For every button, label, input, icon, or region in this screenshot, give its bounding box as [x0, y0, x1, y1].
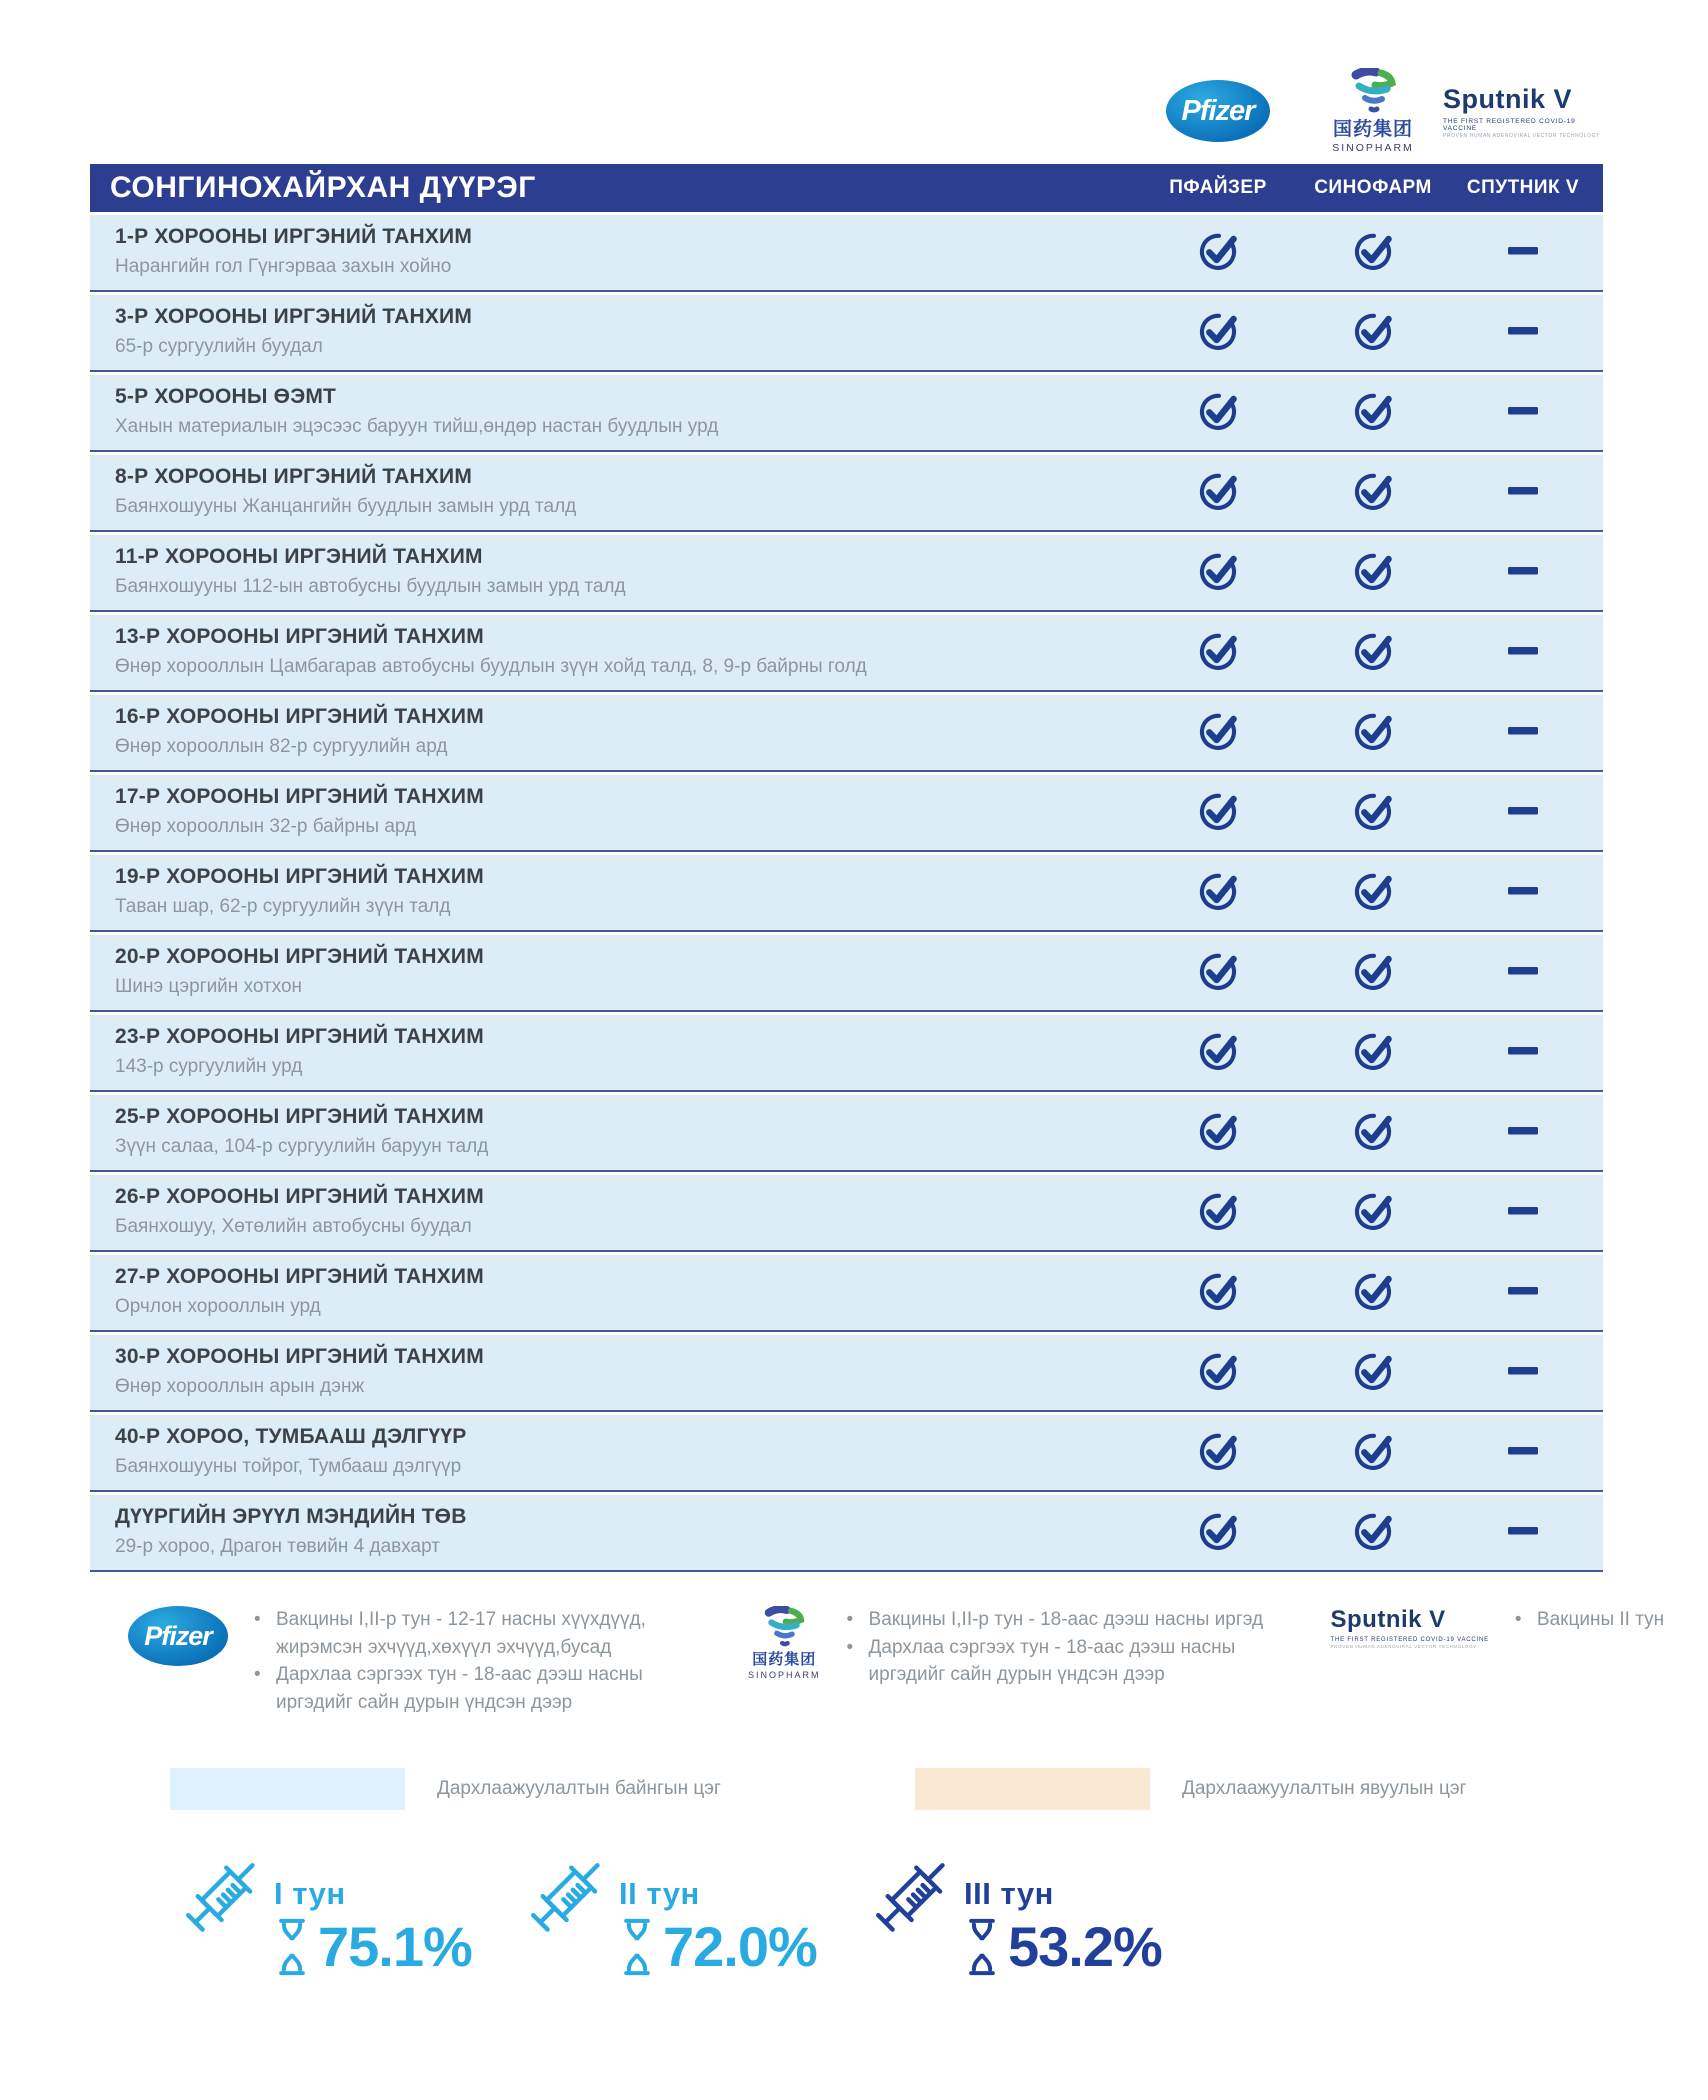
dose-stat-label: I тун [274, 1876, 346, 1912]
dash-icon [1506, 468, 1540, 517]
sputnik-tagline2: PROVEN HUMAN ADENOVIRAL VECTOR TECHNOLOGY [1443, 132, 1601, 139]
cell-pfizer [1133, 1015, 1303, 1090]
check-circle-icon [1196, 388, 1240, 437]
check-circle-icon [1351, 868, 1395, 917]
vaccine-legend-row [128, 1606, 1708, 1716]
row-marks [1133, 615, 1603, 690]
cell-sinopharm [1303, 1335, 1443, 1410]
table-row [90, 535, 1603, 612]
row-subtitle: Өнөр хорооллын арын дэнж [115, 1376, 365, 1397]
table-row [90, 1015, 1603, 1092]
column-header-sinopharm: СИНОФАРМ [1314, 177, 1432, 198]
cell-sinopharm [1303, 295, 1443, 370]
dose-stat-label: III тун [964, 1876, 1054, 1912]
check-circle-icon [1196, 1108, 1240, 1157]
row-marks [1133, 1495, 1603, 1570]
row-title: 5-Р ХОРООНЫ ӨЭМТ [115, 385, 337, 408]
cell-sinopharm [1303, 1255, 1443, 1330]
row-marks [1133, 535, 1603, 610]
sputnik-logo [1443, 84, 1603, 139]
row-title: 11-Р ХОРООНЫ ИРГЭНИЙ ТАНХИМ [115, 545, 483, 568]
check-circle-icon [1351, 1428, 1395, 1477]
row-subtitle: Таван шар, 62-р сургуулийн зүүн талд [115, 896, 451, 917]
row-text [90, 615, 1133, 690]
check-circle-icon [1351, 1108, 1395, 1157]
check-circle-icon [1351, 1508, 1395, 1557]
dash-icon [1506, 1348, 1540, 1397]
row-title: 3-Р ХОРООНЫ ИРГЭНИЙ ТАНХИМ [115, 305, 473, 328]
row-text [90, 455, 1133, 530]
cell-sinopharm [1303, 215, 1443, 290]
table-row [90, 295, 1603, 372]
cell-sinopharm [1303, 375, 1443, 450]
row-marks [1133, 295, 1603, 370]
dose-stat-value-row [964, 1914, 1162, 1979]
cell-pfizer [1133, 615, 1303, 690]
sinopharm-legend-block [748, 1606, 1267, 1716]
row-marks [1133, 1255, 1603, 1330]
district-title: СОНГИНОХАЙРХАН ДҮҮРЭГ [110, 171, 536, 204]
legend-bullet: • Дархлаа сэргээх тун - 18-аас дээш насны иргэдийг сайн дурын үндсэн дээр [847, 1634, 1267, 1689]
row-subtitle: Орчлон хорооллын урд [115, 1296, 321, 1317]
cell-sputnik [1443, 455, 1603, 530]
pfizer-legend-block [128, 1606, 674, 1716]
row-title: ДҮҮРГИЙН ЭРҮҮЛ МЭНДИЙН ТӨВ [115, 1505, 467, 1528]
cell-sputnik [1443, 695, 1603, 770]
cell-sputnik [1443, 615, 1603, 690]
column-header-pfizer: ПФАЙЗЕР [1169, 177, 1267, 198]
row-title: 26-Р ХОРООНЫ ИРГЭНИЙ ТАНХИМ [115, 1185, 484, 1208]
row-subtitle: 143-р сургуулийн урд [115, 1056, 303, 1077]
table-row [90, 1095, 1603, 1172]
cell-pfizer [1133, 935, 1303, 1010]
table-row [90, 375, 1603, 452]
check-circle-icon [1196, 1028, 1240, 1077]
dash-icon [1506, 1428, 1540, 1477]
syringe-icon [160, 1848, 272, 1960]
row-subtitle: Нарангийн гол Гүнгэрваа захын хойно [115, 256, 452, 277]
cell-sinopharm [1303, 1175, 1443, 1250]
row-marks [1133, 1095, 1603, 1170]
row-subtitle: Баянхошууны Жанцангийн буудлын замын урд талд [115, 496, 577, 517]
sinopharm-logo-icon [758, 1606, 810, 1648]
dash-icon [1506, 548, 1540, 597]
sputnik-legend-bullets [1515, 1606, 1664, 1634]
check-circle-icon [1351, 708, 1395, 757]
sinopharm-en-text: SINOPHARM [748, 1670, 821, 1680]
cell-sputnik [1443, 855, 1603, 930]
sinopharm-logo [1332, 68, 1414, 154]
row-title: 40-Р ХОРОО, ТУМБААШ ДЭЛГҮҮР [115, 1425, 467, 1448]
sinopharm-legend-bullets [847, 1606, 1267, 1689]
cell-sputnik [1443, 1175, 1603, 1250]
pfizer-logo-icon [128, 1606, 228, 1666]
cell-sputnik [1443, 1335, 1603, 1410]
check-circle-icon [1196, 1188, 1240, 1237]
column-header-sputnik: СПУТНИК V [1466, 177, 1580, 198]
sputnik-logo-text: Sputnik V [1330, 1606, 1446, 1633]
row-title: 19-Р ХОРООНЫ ИРГЭНИЙ ТАНХИМ [115, 865, 484, 888]
row-marks [1133, 935, 1603, 1010]
row-marks [1133, 855, 1603, 930]
sinopharm-logo-icon [1344, 68, 1402, 114]
cell-pfizer [1133, 295, 1303, 370]
row-text [90, 1015, 1133, 1090]
check-circle-icon [1351, 788, 1395, 837]
row-text [90, 1495, 1133, 1570]
check-circle-icon [1196, 1508, 1240, 1557]
row-marks [1133, 1015, 1603, 1090]
row-title: 1-Р ХОРООНЫ ИРГЭНИЙ ТАНХИМ [115, 225, 473, 248]
check-circle-icon [1196, 868, 1240, 917]
cell-pfizer [1133, 1335, 1303, 1410]
cell-pfizer [1133, 375, 1303, 450]
dash-icon [1506, 1268, 1540, 1317]
cell-pfizer [1133, 1255, 1303, 1330]
cell-sinopharm [1303, 855, 1443, 930]
row-subtitle: Баянхошуу, Хөтөлийн автобусны буудал [115, 1216, 472, 1237]
cell-sputnik [1443, 1095, 1603, 1170]
row-marks [1133, 455, 1603, 530]
cell-pfizer [1133, 1095, 1303, 1170]
cell-sinopharm [1303, 1495, 1443, 1570]
sputnik-tagline1: THE FIRST REGISTERED COVID-19 VACCINE [1443, 117, 1576, 132]
cell-pfizer [1133, 1175, 1303, 1250]
check-circle-icon [1196, 308, 1240, 357]
row-subtitle: 29-р хороо, Драгон төвийн 4 давхарт [115, 1536, 440, 1557]
row-title: 8-Р ХОРООНЫ ИРГЭНИЙ ТАНХИМ [115, 465, 473, 488]
cell-sinopharm [1303, 615, 1443, 690]
dose-stat [850, 1848, 1195, 1979]
dose-stat-value-row [274, 1914, 472, 1979]
dash-icon [1506, 228, 1540, 277]
legend-bullet: • Вакцины I,II-р тун - 12-17 насны хүүхдүүд, жирэмсэн эхчүүд,хөхүүл эхчүүд,бусад [254, 1606, 674, 1661]
sinopharm-en-text: SINOPHARM [1332, 142, 1414, 154]
sputnik-legend-block [1331, 1606, 1665, 1716]
table-row [90, 1255, 1603, 1332]
table-row [90, 1175, 1603, 1252]
legend-bullet: • Вакцины II тун [1515, 1606, 1664, 1634]
dose-stat-text [274, 1876, 472, 1979]
row-text [90, 855, 1133, 930]
table-row [90, 1495, 1603, 1572]
cell-sinopharm [1303, 455, 1443, 530]
table-row [90, 455, 1603, 532]
row-text [90, 935, 1133, 1010]
check-circle-icon [1196, 1268, 1240, 1317]
sinopharm-cn-text: 国药集团 [1332, 119, 1413, 140]
row-text [90, 1175, 1133, 1250]
row-title: 23-Р ХОРООНЫ ИРГЭНИЙ ТАНХИМ [115, 1025, 484, 1048]
table-row [90, 775, 1603, 852]
row-subtitle: Өнөр хорооллын Цамбагарав автобусны буудлын зүүн хойд талд, 8, 9-р байрны голд [115, 656, 867, 677]
cell-sinopharm [1303, 695, 1443, 770]
row-subtitle: 65-р сургуулийн буудал [115, 336, 323, 357]
dose-stat-label: II тун [619, 1876, 700, 1912]
row-marks [1133, 375, 1603, 450]
row-text [90, 695, 1133, 770]
row-title: 17-Р ХОРООНЫ ИРГЭНИЙ ТАНХИМ [115, 785, 484, 808]
vaccination-table [90, 215, 1603, 1572]
sputnik-logo [1331, 1606, 1489, 1649]
row-marks [1133, 1175, 1603, 1250]
cell-sputnik [1443, 295, 1603, 370]
dash-icon [1506, 1508, 1540, 1557]
row-marks [1133, 695, 1603, 770]
dose-stat-value-row [619, 1914, 817, 1979]
sputnik-logo-text: Sputnik V [1443, 83, 1573, 114]
point-type-swatch [915, 1768, 1150, 1810]
dose-stats-row [160, 1848, 1708, 1979]
row-title: 20-Р ХОРООНЫ ИРГЭНИЙ ТАНХИМ [115, 945, 484, 968]
check-circle-icon [1196, 228, 1240, 277]
row-marks [1133, 1335, 1603, 1410]
row-subtitle: Өнөр хорооллын 82-р сургуулийн ард [115, 736, 448, 757]
row-marks [1133, 215, 1603, 290]
check-circle-icon [1351, 468, 1395, 517]
dash-icon [1506, 388, 1540, 437]
point-type-swatch [170, 1768, 405, 1810]
pfizer-logo-icon [1166, 80, 1270, 142]
check-circle-icon [1351, 548, 1395, 597]
check-circle-icon [1196, 468, 1240, 517]
cell-pfizer [1133, 1415, 1303, 1490]
sputnik-tagline2: PROVEN HUMAN ADENOVIRAL VECTOR TECHNOLOGY [1330, 1644, 1477, 1649]
sinopharm-cn-text: 国药集团 [752, 1651, 817, 1668]
dash-icon [1506, 788, 1540, 837]
dash-icon [1506, 868, 1540, 917]
dash-icon [1506, 1188, 1540, 1237]
row-marks [1133, 775, 1603, 850]
check-circle-icon [1351, 1028, 1395, 1077]
check-circle-icon [1351, 1268, 1395, 1317]
table-header-band [90, 164, 1603, 212]
check-circle-icon [1351, 228, 1395, 277]
sinopharm-logo [748, 1606, 821, 1680]
pfizer-logo-text: Pfizer [1181, 94, 1255, 127]
cell-sputnik [1443, 535, 1603, 610]
cell-pfizer [1133, 455, 1303, 530]
row-text [90, 775, 1133, 850]
dose-stat-value: 53.2% [1008, 1915, 1162, 1979]
dash-icon [1506, 1108, 1540, 1157]
table-row [90, 615, 1603, 692]
cell-sputnik [1443, 1255, 1603, 1330]
check-circle-icon [1196, 628, 1240, 677]
point-type-label: Дархлаажуулалтын байнгын цэг [437, 1778, 721, 1800]
syringe-icon [505, 1848, 617, 1960]
check-circle-icon [1196, 1348, 1240, 1397]
point-type-label: Дархлаажуулалтын явуулын цэг [1182, 1778, 1467, 1800]
row-text [90, 1415, 1133, 1490]
hourglass-icon [619, 1916, 655, 1978]
cell-pfizer [1133, 535, 1303, 610]
row-subtitle: Шинэ цэргийн хотхон [115, 976, 303, 997]
row-text [90, 1335, 1133, 1410]
row-text [90, 375, 1133, 450]
cell-pfizer [1133, 215, 1303, 290]
check-circle-icon [1351, 388, 1395, 437]
cell-pfizer [1133, 775, 1303, 850]
cell-pfizer [1133, 1495, 1303, 1570]
legend-bullet: • Вакцины I,II-р тун - 18-аас дээш насны иргэд [847, 1606, 1267, 1634]
check-circle-icon [1196, 788, 1240, 837]
check-circle-icon [1196, 708, 1240, 757]
check-circle-icon [1196, 548, 1240, 597]
row-marks [1133, 1415, 1603, 1490]
syringe-icon [850, 1848, 962, 1960]
check-circle-icon [1351, 1188, 1395, 1237]
pfizer-logo-text: Pfizer [144, 1620, 212, 1651]
cell-sputnik [1443, 775, 1603, 850]
pfizer-legend-bullets [254, 1606, 674, 1716]
cell-sputnik [1443, 375, 1603, 450]
check-circle-icon [1196, 1428, 1240, 1477]
dose-stat-text [964, 1876, 1162, 1979]
point-type-legend [170, 1768, 1708, 1810]
row-text [90, 295, 1133, 370]
row-title: 25-Р ХОРООНЫ ИРГЭНИЙ ТАНХИМ [115, 1105, 484, 1128]
table-row [90, 695, 1603, 772]
hourglass-icon [964, 1916, 1000, 1978]
cell-pfizer [1133, 855, 1303, 930]
cell-sinopharm [1303, 1095, 1443, 1170]
dose-stat [505, 1848, 850, 1979]
cell-sputnik [1443, 1015, 1603, 1090]
cell-sputnik [1443, 1495, 1603, 1570]
dose-stat [160, 1848, 505, 1979]
cell-sinopharm [1303, 535, 1443, 610]
cell-sputnik [1443, 215, 1603, 290]
row-subtitle: Ханын материалын эцэсээс баруун тийш,өндөр настан буудлын урд [115, 416, 719, 437]
check-circle-icon [1351, 628, 1395, 677]
page [0, 52, 1708, 2100]
row-title: 30-Р ХОРООНЫ ИРГЭНИЙ ТАНХИМ [115, 1345, 484, 1368]
row-text [90, 535, 1133, 610]
dose-stat-value: 72.0% [663, 1915, 817, 1979]
row-subtitle: Баянхошууны 112-ын автобусны буудлын замын урд талд [115, 576, 626, 597]
check-circle-icon [1196, 948, 1240, 997]
row-subtitle: Өнөр хорооллын 32-р байрны ард [115, 816, 417, 837]
dash-icon [1506, 1028, 1540, 1077]
check-circle-icon [1351, 308, 1395, 357]
dash-icon [1506, 948, 1540, 997]
table-row [90, 215, 1603, 292]
row-title: 27-Р ХОРООНЫ ИРГЭНИЙ ТАНХИМ [115, 1265, 484, 1288]
cell-sinopharm [1303, 775, 1443, 850]
cell-sputnik [1443, 935, 1603, 1010]
row-text [90, 1255, 1133, 1330]
row-text [90, 1095, 1133, 1170]
dose-stat-text [619, 1876, 817, 1979]
hourglass-icon [274, 1916, 310, 1978]
row-title: 16-Р ХОРООНЫ ИРГЭНИЙ ТАНХИМ [115, 705, 484, 728]
sputnik-tagline1: THE FIRST REGISTERED COVID-19 VACCINE [1330, 1637, 1489, 1643]
table-row [90, 1415, 1603, 1492]
cell-pfizer [1133, 695, 1303, 770]
dose-stat-value: 75.1% [318, 1915, 472, 1979]
row-title: 13-Р ХОРООНЫ ИРГЭНИЙ ТАНХИМ [115, 625, 484, 648]
check-circle-icon [1351, 948, 1395, 997]
cell-sinopharm [1303, 1415, 1443, 1490]
row-subtitle: Баянхошууны тойрог, Тумбааш дэлгүүр [115, 1456, 462, 1477]
legend-bullet: • Дархлаа сэргээх тун - 18-аас дээш насны иргэдийг сайн дурын үндсэн дээр [254, 1661, 674, 1716]
cell-sinopharm [1303, 935, 1443, 1010]
dash-icon [1506, 308, 1540, 357]
table-row [90, 855, 1603, 932]
table-row [90, 935, 1603, 1012]
check-circle-icon [1351, 1348, 1395, 1397]
dash-icon [1506, 628, 1540, 677]
cell-sinopharm [1303, 1015, 1443, 1090]
row-subtitle: Зүүн салаа, 104-р сургуулийн баруун талд [115, 1136, 489, 1157]
row-text [90, 215, 1133, 290]
table-row [90, 1335, 1603, 1412]
dash-icon [1506, 708, 1540, 757]
cell-sputnik [1443, 1415, 1603, 1490]
brand-logo-row [90, 52, 1603, 154]
